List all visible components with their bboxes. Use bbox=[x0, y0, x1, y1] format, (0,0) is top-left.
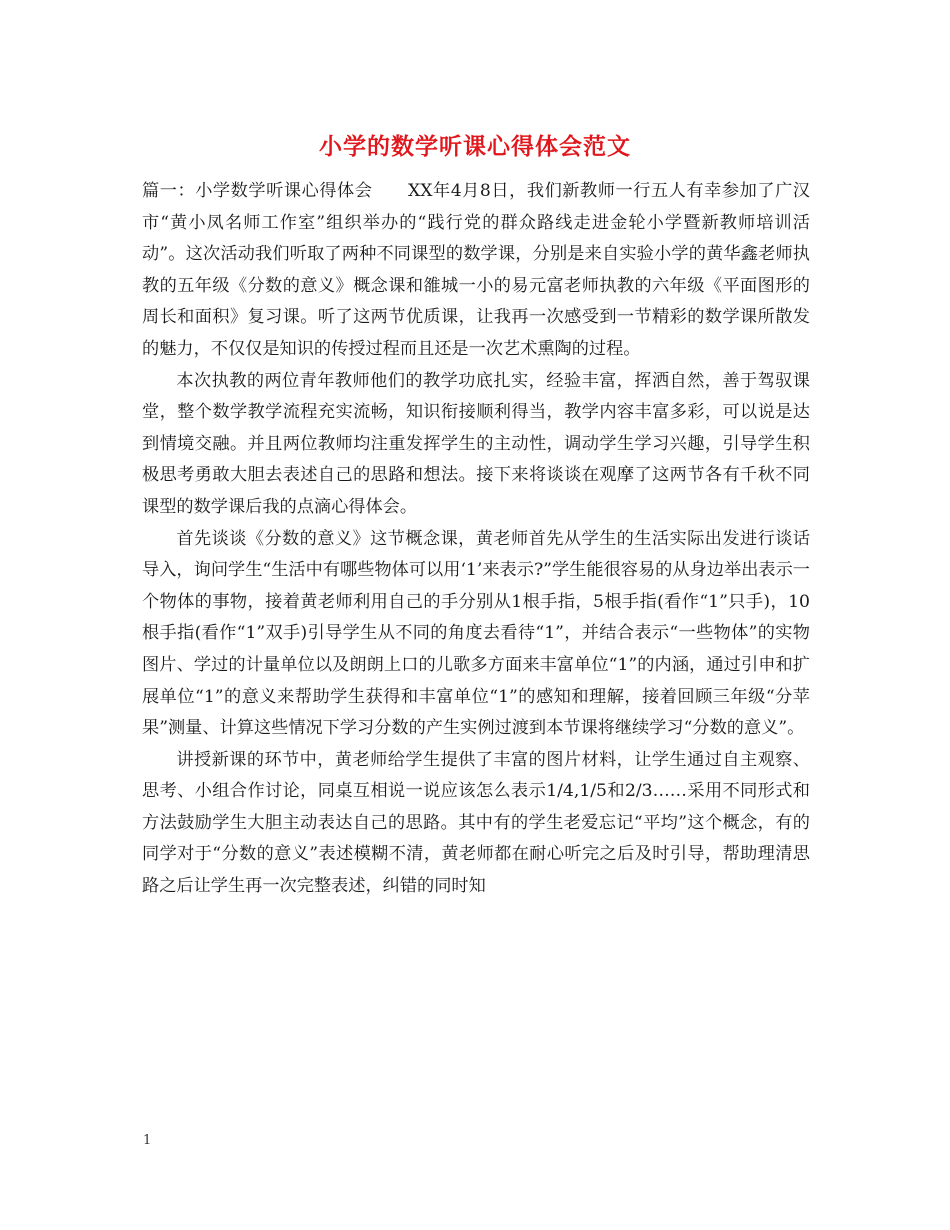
document-title: 小学的数学听课心得体会范文 bbox=[319, 133, 631, 160]
document-body bbox=[142, 176, 810, 903]
paragraph-1: 篇一：小学数学听课心得体会 XX年4月8日，我们新教师一行五人有幸参加了广汉市“黄小凤名师工作室”组织举办的“践行党的群众路线走进金轮小学暨新教师培训活动”。这次活动我们听取了两种不同课型的数学课，分别是来自实验小学的黄华鑫老师执教的五年级《分数的意义》概念课和雒城一小的易元富老师执教的六年级《平面图形的周长和面积》复习课。听了这两节优质课，让我再一次感受到一节精彩的数学课所散发的魅力，不仅仅是知识的传授过程而且还是一次艺术熏陶的过程。 bbox=[142, 181, 810, 359]
paragraph-2: 本次执教的两位青年教师他们的教学功底扎实，经验丰富，挥洒自然，善于驾驭课堂，整个数学教学流程充实流畅，知识衔接顺利得当，教学内容丰富多彩，可以说是达到情境交融。并且两位教师均注重发挥学生的主动性，调动学生学习兴趣，引导学生积极思考勇敢大胆去表述自己的思路和想法。接下来将谈谈在观摩了这两节各有千秋不同课型的数学课后我的点滴心得体会。 bbox=[142, 370, 810, 517]
paragraph-4: 讲授新课的环节中，黄老师给学生提供了丰富的图片材料，让学生通过自主观察、思考、小组合作讨论，同桌互相说一说应该怎么表示1/4,1/5和2/3……采用不同形式和方法鼓励学生大胆主动表达自己的思路。其中有的学生老爱忘记“平均”这个概念，有的同学对于“分数的意义”表述模糊不清，黄老师都在耐心听完之后及时引导，帮助理清思路之后让学生再一次完整表述，纠错的同时知 bbox=[142, 749, 810, 897]
page-number: 1 bbox=[143, 1133, 152, 1148]
paragraph-3: 首先谈谈《分数的意义》这节概念课，黄老师首先从学生的生活实际出发进行谈话导入，询问学生“生活中有哪些物体可以用‘1’来表示?”学生能很容易的从身边举出表示一个物体的事物，接着黄老师利用自己的手分别从1根手指，5根手指(看作“1”只手)，10根手指(看作“1”双手)引导学生从不同的角度去看待“1”，并结合表示“一些物体”的实物图片、学过的计量单位以及朗朗上口的儿歌多方面来丰富单位“1”的内涵，通过引申和扩展单位“1”的意义来帮助学生获得和丰富单位“1”的感知和理解，接着回顾三年级“分苹果”测量、计算这些情况下学习分数的产生实例过渡到本节课将继续学习“分数的意义”。 bbox=[142, 528, 810, 739]
